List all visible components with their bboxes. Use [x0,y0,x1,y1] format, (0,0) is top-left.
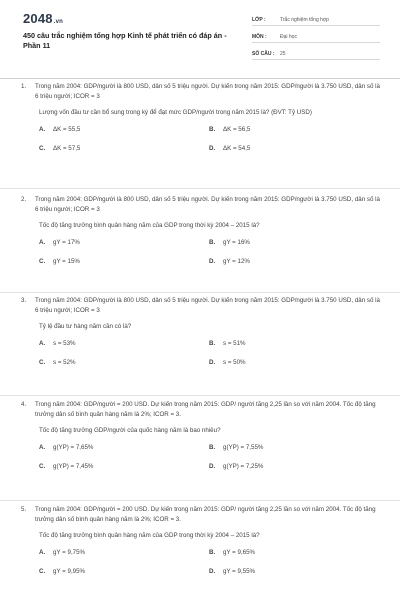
logo-text: 2048 [23,11,53,26]
option-b[interactable] [209,239,379,247]
meta-key: MÔN : [252,34,267,40]
option-b[interactable] [209,340,379,348]
option-text: g(YP) = 7,25% [223,463,264,470]
option-letter: B. [209,239,216,246]
option-letter: A. [39,340,46,347]
header-divider [0,78,400,79]
question-stem: Trong năm 2004: GDP/người = 200 USD. Dự kiến trong năm 2015: GDP/ người tăng 2,25 lần so với năm 2004. Tốc độ tăng trưởng dân số bình quân hàng năm là 2%; ICOR = 3. [35,506,376,523]
option-letter: C. [39,568,46,575]
option-letter: C. [39,145,46,152]
question-divider [0,188,400,189]
question-4 [21,400,381,471]
option-b[interactable] [209,126,379,134]
meta-key: LỚP : [252,17,266,23]
option-c[interactable] [39,463,209,471]
option-text: gY = 9,55% [223,568,256,575]
option-letter: D. [209,145,216,152]
meta-value: Đại học [280,34,297,40]
option-text: g(YP) = 7,65% [53,444,94,451]
meta-key: SỐ CÂU : [252,51,275,57]
option-text: ΔK = 54,5 [223,145,251,152]
page-title: 450 câu trắc nghiệm tổng hợp Kinh tế phát triển có đáp án - Phần 11 [23,31,227,50]
option-d[interactable] [209,359,379,367]
option-letter: D. [209,258,216,265]
option-letter: D. [209,463,216,470]
question-number: 1. [21,83,27,90]
question-prompt: Lượng vốn đầu tư cần bổ sung trong kỳ để đạt mức GDP/người trong năm 2015 là? (ĐVT: Tỷ USD) [39,109,312,116]
question-stem-row [21,400,381,420]
option-c[interactable] [39,568,209,576]
option-c[interactable] [39,258,209,266]
option-text: gY = 9,65% [223,549,256,556]
question-stem: Trong năm 2004: GDP/người là 800 USD, dân số 5 triệu người. Dự kiến trong năm 2015: GDP/người là 3.750 USD, dân số là 6 triệu người; ICOR = 3 [35,83,380,100]
question-number: 4. [21,401,27,408]
option-text: s = 53% [53,340,76,347]
option-letter: A. [39,239,46,246]
question-stem-row [21,195,381,215]
option-a[interactable] [39,549,209,557]
option-letter: C. [39,258,46,265]
question-number: 2. [21,196,27,203]
options-grid [39,239,379,266]
option-text: ΔK = 55,5 [53,126,81,133]
option-a[interactable] [39,340,209,348]
option-text: s = 50% [223,359,246,366]
meta-value: 25 [280,51,286,57]
option-text: g(YP) = 7,45% [53,463,94,470]
meta-panel [252,12,380,63]
question-divider [0,395,400,396]
question-2 [21,195,381,266]
option-text: gY = 17% [53,239,80,246]
options-grid [39,340,379,367]
option-text: s = 52% [53,359,76,366]
question-3 [21,296,381,367]
option-c[interactable] [39,145,209,153]
question-number: 3. [21,297,27,304]
logo-suffix: .vn [53,19,64,25]
option-letter: D. [209,568,216,575]
option-a[interactable] [39,444,209,452]
option-letter: C. [39,463,46,470]
meta-value: Trắc nghiệm tổng hợp [280,17,329,23]
question-1 [21,82,381,153]
question-prompt: Tốc độ tăng trưởng bình quân hàng năm của GDP trong thời kỳ 2004 – 2015 là? [39,222,260,229]
meta-row-subject [252,29,380,43]
option-letter: B. [209,126,216,133]
option-text: ΔK = 57,5 [53,145,81,152]
question-stem: Trong năm 2004: GDP/người là 800 USD, dân số 5 triệu người. Dự kiến trong năm 2015: GDP/người là 3.750 USD, dân số là 6 triệu người; ICOR = 3 [35,196,380,213]
meta-row-count [252,46,380,60]
site-logo[interactable] [23,11,63,26]
option-text: gY = 15% [53,258,80,265]
question-number: 5. [21,506,27,513]
option-letter: A. [39,126,46,133]
option-c[interactable] [39,359,209,367]
option-text: gY = 12% [223,258,250,265]
question-prompt: Tốc độ tăng trưởng bình quân hàng năm của GDP trong thời kỳ 2004 – 2015 là? [39,532,260,539]
options-grid [39,444,379,471]
option-letter: A. [39,444,46,451]
option-letter: A. [39,549,46,556]
option-text: ΔK = 56,5 [223,126,251,133]
option-b[interactable] [209,549,379,557]
question-divider [0,500,400,501]
option-text: s = 51% [223,340,246,347]
question-stem-row [21,505,381,525]
question-stem-row [21,296,381,316]
option-a[interactable] [39,126,209,134]
question-prompt: Tỷ lệ đầu tư hàng năm cần có là? [39,323,132,330]
question-stem: Trong năm 2004: GDP/người là 800 USD, dân số 5 triệu người. Dự kiến trong năm 2015: GDP/người là 3.750 USD, dân số là 6 triệu người; ICOR = 3 [35,297,380,314]
options-grid [39,549,379,576]
options-grid [39,126,379,153]
option-text: gY = 9,95% [53,568,86,575]
option-text: g(YP) = 7,55% [223,444,264,451]
option-letter: D. [209,359,216,366]
option-d[interactable] [209,463,379,471]
option-letter: B. [209,549,216,556]
option-letter: B. [209,444,216,451]
option-b[interactable] [209,444,379,452]
option-text: gY = 16% [223,239,250,246]
meta-row-class [252,12,380,26]
option-letter: B. [209,340,216,347]
question-stem-row [21,82,381,102]
question-divider [0,292,400,293]
option-d[interactable] [209,258,379,266]
option-text: gY = 9,75% [53,549,86,556]
question-stem: Trong năm 2004: GDP/người = 200 USD. Dự kiến trong năm 2015: GDP/ người tăng 2,25 lần so với năm 2004. Tốc độ tăng trưởng dân số bình quân hàng năm là 2%; ICOR = 3. [35,401,376,418]
option-a[interactable] [39,239,209,247]
question-5 [21,505,381,576]
option-d[interactable] [209,145,379,153]
question-prompt: Tốc độ tăng trưởng GDP/người của quốc hàng năm là bao nhiêu? [39,427,221,434]
option-d[interactable] [209,568,379,576]
option-letter: C. [39,359,46,366]
